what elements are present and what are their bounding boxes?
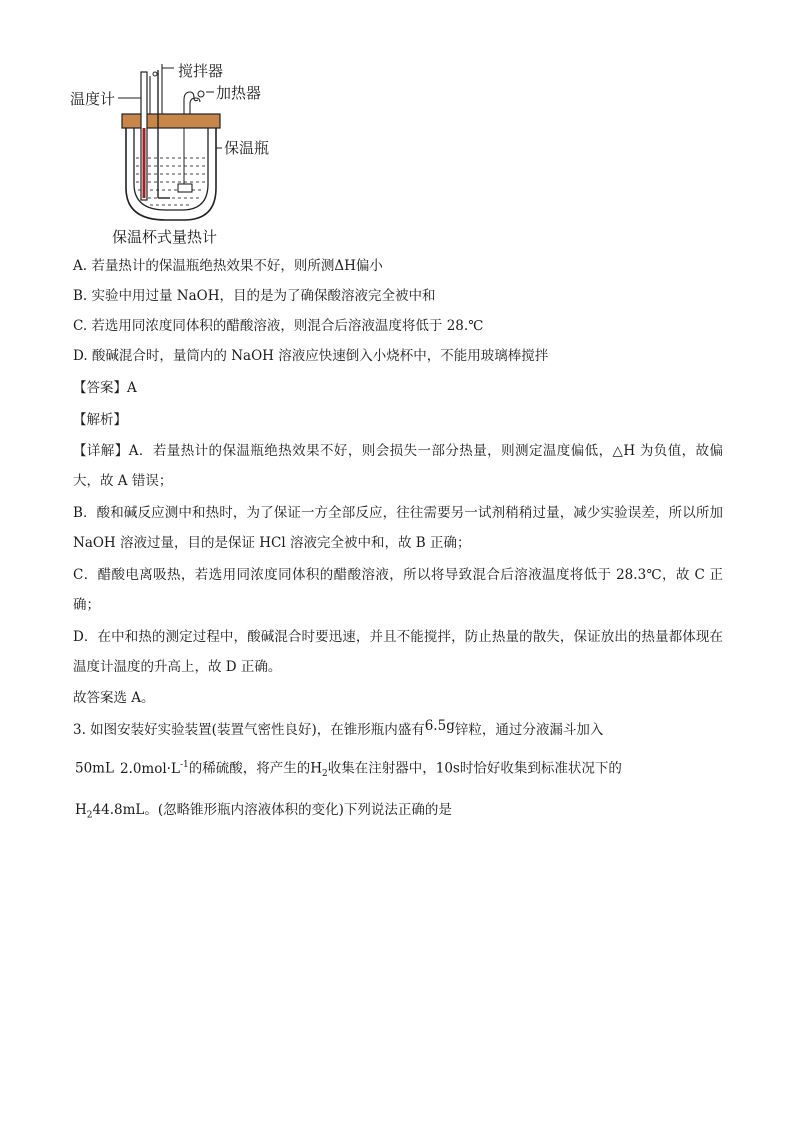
q3-text-1: 3. 如图安装好实验装置(装置气密性良好)，在锥形瓶内盛有 — [73, 722, 425, 738]
heater-wire-1 — [184, 92, 198, 114]
analysis-paragraph-d: D．在中和热的测定过程中，酸碱混合时要迅速，并且不能搅拌，防止热量的散失，保证放出的热量都体现在温度计温度的升高上，故 D 正确。 — [73, 629, 723, 675]
question3-line2 — [75, 760, 622, 780]
thermometer-bulb — [143, 128, 146, 198]
q3-h2-subscript: 2 — [322, 769, 328, 780]
label-heater: 加热器 — [216, 84, 262, 102]
q3-concentration-exponent: -1 — [179, 760, 189, 770]
q3-text-5: 。(忽略锥形瓶内溶液体积的变化)下列说法正确的是 — [144, 802, 452, 818]
q3-h2-gas: H — [75, 802, 87, 818]
option-c: C. 若选用同浓度同体积的醋酸溶液，则混合后溶液温度将低于 28.℃ — [73, 318, 484, 334]
calorimeter-figure — [66, 58, 306, 250]
q3-gas-volume: 44.8mL — [92, 802, 145, 818]
heater-element — [178, 184, 192, 192]
figure-caption: 保温杯式量热计 — [112, 228, 218, 246]
analysis-paragraph-c: C．醋酸电离吸热，若选用同浓度同体积的醋酸溶液，所以将导致混合后溶液温度将低于 28.3℃，故 C 正确； — [73, 567, 723, 613]
q3-text-3: 的稀硫酸，将产生的 — [188, 760, 311, 777]
label-stirrer: 搅拌器 — [178, 62, 224, 80]
analysis-paragraph-b: B．酸和碱反应测中和热时，为了保证一方全部反应，往往需要另一试剂稍稍过量，减少实验误差，所以所加 NaOH 溶液过量，目的是保证 HCl 溶液完全被中和，故 B 正确； — [73, 505, 723, 551]
q3-text-4: 收集在注射器中，10s时恰好收集到标准状况下的 — [327, 760, 622, 777]
heater-coil — [198, 91, 204, 97]
vessel-lid — [122, 114, 220, 128]
question3-line1 — [73, 718, 604, 738]
q3-h2-gas-subscript: 2 — [86, 810, 93, 821]
option-b: B. 实验中用过量 NaOH，目的是为了确保酸溶液完全被中和 — [73, 288, 436, 304]
q3-acid-volume: 50mL — [75, 760, 114, 777]
option-a: A. 若量热计的保温瓶绝热效果不好，则所测ΔH偏小 — [73, 258, 383, 274]
question3-line3 — [75, 802, 452, 821]
option-d: D. 酸碱混合时，量筒内的 NaOH 溶液应快速倒入小烧杯中，不能用玻璃棒搅拌 — [73, 348, 549, 364]
stirrer-top — [153, 72, 157, 76]
analysis-title: 【解析】 — [73, 412, 127, 428]
q3-h2: H — [310, 760, 322, 777]
analysis-paragraph-a: 【详解】A．若量热计的保温瓶绝热效果不好，则会损失一部分热量，则测定温度偏低，△H 为负值，故偏大，故 A 错误； — [73, 443, 723, 489]
answer-line: 【答案】A — [73, 380, 137, 396]
q3-text-2: 锌粒，通过分液漏斗加入 — [454, 722, 604, 738]
q3-mass: 6.5g — [424, 718, 455, 734]
label-thermometer: 温度计 — [70, 90, 116, 108]
q3-concentration: 2.0mol·L — [119, 760, 180, 777]
conclusion-line: 故答案选 A。 — [73, 690, 155, 706]
label-flask: 保温瓶 — [224, 139, 270, 157]
calorimeter-diagram — [66, 58, 306, 250]
